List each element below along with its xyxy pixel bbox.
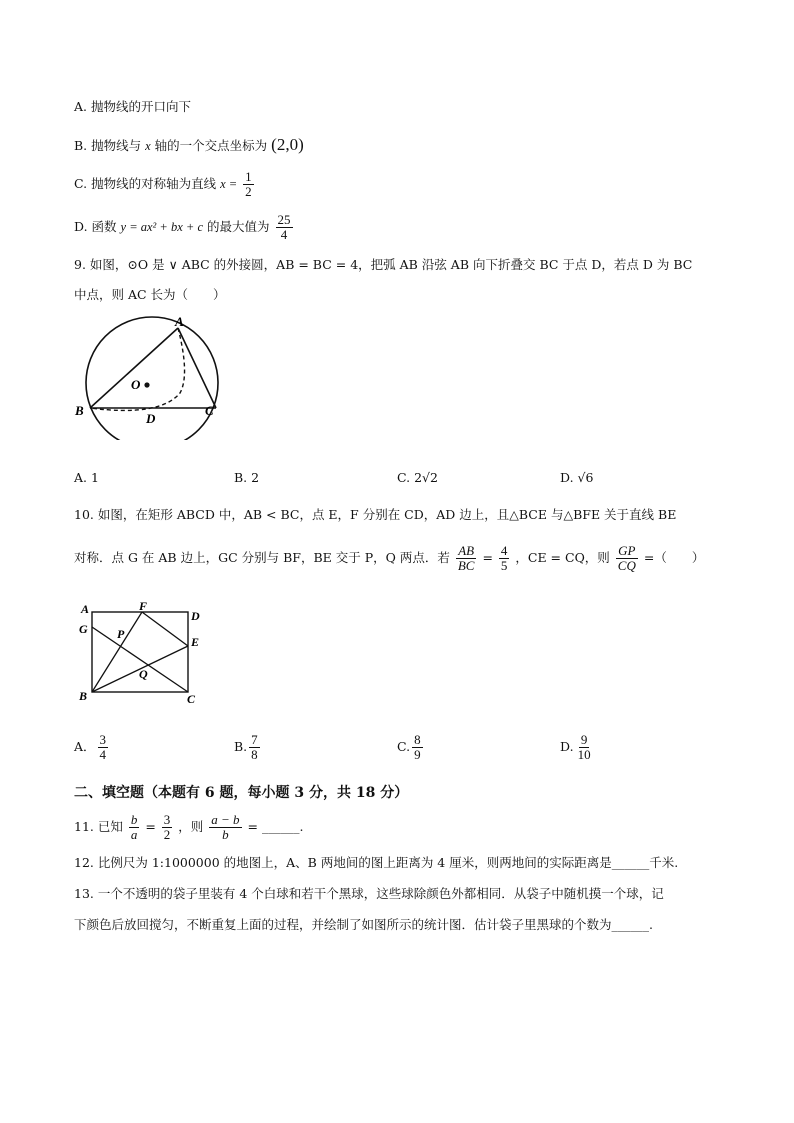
q9-option-c: C. 2√2: [397, 470, 438, 485]
fraction: $\frac{1}{2}$: [245, 169, 252, 199]
q10-option-b: B. $\frac{7}{8}$: [234, 732, 258, 762]
label-o: O: [131, 377, 141, 392]
segment-gc: [92, 627, 188, 692]
fraction: $\frac{4}{5}$: [500, 543, 508, 573]
q10-option-c: C. $\frac{8}{9}$: [397, 732, 421, 762]
segment-ac: [178, 328, 216, 408]
q13-line1: 13. 一个不透明的袋子里装有 4 个白球和若干个黑球，这些球除颜色外都相同．从袋子中随机摸一个球，记: [74, 886, 664, 901]
label-f: F: [139, 600, 148, 613]
center-dot: [144, 382, 149, 387]
q9-option-d: D. √6: [560, 470, 594, 485]
q10-stem-line1: 10. 如图，在矩形 ABCD 中，AB < BC，点 E，F 分别在 CD，AD 边上，且△BCE 与△BFE 关于直线 BE: [74, 507, 677, 522]
label-b: B: [79, 689, 88, 703]
q10-option-d: D. $\frac{9}{10}$: [560, 732, 591, 762]
q10-stem-line2: 对称．点 G 在 AB 边上，GC 分别与 BF，BE 交于 P，Q 两点．若 $\frac{AB}{BC}$ = $\frac{4}{5}$ ，CE = CQ，则 $\frac{GP}{CQ}$ =（ ）: [74, 543, 705, 573]
q8-option-c: C. 抛物线的对称轴为直线 x = $\frac{1}{2}$: [74, 169, 252, 199]
q9-figure-circle: [70, 315, 230, 440]
fraction: $\frac{7}{8}$: [251, 732, 258, 762]
q10-option-a: A． $\frac{3}{4}$: [74, 732, 107, 762]
segment-ba: [90, 328, 178, 408]
fraction: $\frac{AB}{BC}$: [457, 543, 475, 573]
q12: 12. 比例尺为 1:1000000 的地图上，A、B 两地间的图上距离为 4 厘米，则两地间的实际距离是______千米.: [74, 855, 679, 870]
q9-stem-line2: 中点，则 AC 长为（ ）: [74, 287, 226, 302]
folded-arc: [90, 328, 185, 410]
fraction: $\frac{3}{4}$: [99, 732, 107, 762]
label-d: D: [191, 609, 200, 623]
label-g: G: [79, 622, 88, 636]
fraction: $\frac{25}{4}$: [277, 212, 291, 242]
section-heading: 二、填空题（本题有 6 题，每小题 3 分，共 18 分）: [74, 785, 409, 801]
fraction: $\frac{9}{10}$: [577, 732, 591, 762]
q9-option-a: A. 1: [74, 470, 99, 485]
label-a: A: [175, 315, 184, 329]
q9-stem-line1: 9. 如图，⊙O 是 ∨ ABC 的外接圆，AB = BC = 4，把弧 AB 沿弦 AB 向下折叠交 BC 于点 D，若点 D 为 BC: [74, 257, 693, 272]
q11: 11. 已知 $\frac{b}{a}$ = $\frac{3}{2}$ ，则 $\frac{a - b}{b}$ = ______.: [74, 812, 304, 842]
label-d: D: [146, 411, 156, 426]
segment-fe: [142, 612, 188, 646]
q8-option-d: D. 函数 y = ax² + bx + c 的最大值为 $\frac{25}{4}$: [74, 212, 291, 242]
label-c: C: [205, 403, 214, 418]
fraction: $\frac{3}{2}$: [163, 812, 171, 842]
fraction: $\frac{a - b}{b}$: [211, 812, 240, 842]
q9-option-b: B. 2: [234, 470, 260, 485]
label-b: B: [75, 403, 84, 418]
fraction: $\frac{b}{a}$: [130, 812, 138, 842]
q8-option-a: A. 抛物线的开口向下: [74, 99, 191, 114]
label-c: C: [187, 692, 196, 706]
fraction: $\frac{8}{9}$: [414, 732, 421, 762]
label-q: Q: [139, 667, 148, 681]
q8-option-b: B. 抛物线与 x 轴的一个交点坐标为 (2,0): [74, 135, 304, 154]
label-p: P: [117, 627, 125, 641]
q10-figure-rectangle: [72, 600, 212, 708]
label-e: E: [191, 635, 200, 649]
q13-line2: 下颜色后放回搅匀，不断重复上面的过程，并绘制了如图所示的统计图．估计袋子里黑球的个数为______.: [74, 917, 653, 932]
label-a: A: [81, 602, 90, 616]
fraction: $\frac{GP}{CQ}$: [617, 543, 636, 573]
